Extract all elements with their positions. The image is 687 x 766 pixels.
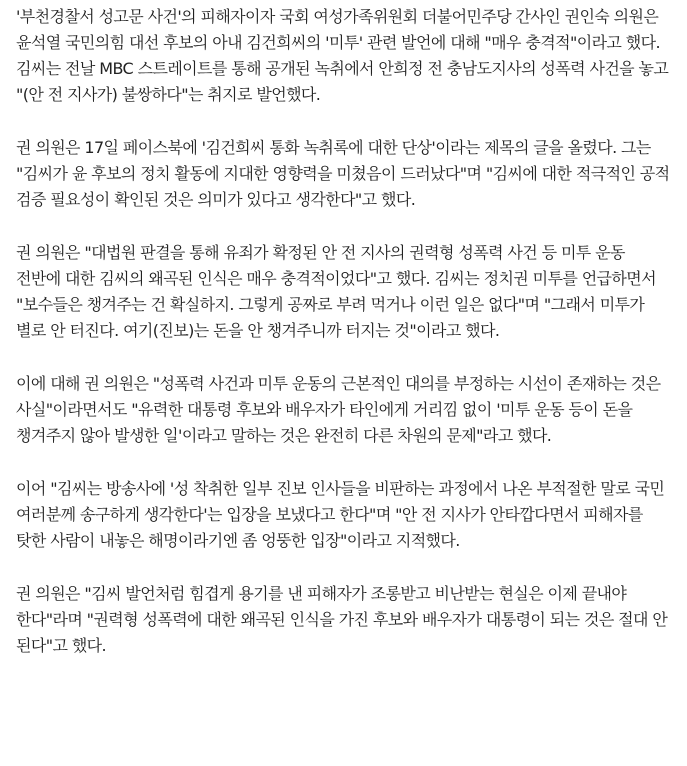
paragraph-spacer bbox=[16, 213, 673, 240]
article-paragraph-5: 이어 "김씨는 방송사에 '성 착취한 일부 진보 인사들을 비판하는 과정에서 나온 부적절한 말로 국민 여러분께 송구하게 생각한다'는 입장을 보냈다고 한다"며 "안 전 지사가 안타깝다면서 피해자를 탓한 사람이 내놓은 해명이라기엔 좀 엉뚱한 입장"이라고 지적했다. bbox=[16, 479, 665, 550]
paragraph-spacer bbox=[16, 449, 673, 476]
article-paragraph-1: '부천경찰서 성고문 사건'의 피해자이자 국회 여성가족위원회 더불어민주당 간사인 권인숙 의원은 윤석열 국민의힘 대선 후보의 아내 김건희씨의 '미투' 관련 발언에 대해 "매우 충격적"이라고 했다. 김씨는 전날 MBC 스트레이트를 통해 공개된 녹취에서 안희정 전 충남도지사의 성폭력 사건을 놓고 "(안 전 지사가) 불쌍하다"는 취지로 발언했다. bbox=[16, 7, 669, 104]
article-paragraph-4: 이에 대해 권 의원은 "성폭력 사건과 미투 운동의 근본적인 대의를 부정하는 시선이 존재하는 것은 사실"이라면서도 "유력한 대통령 후보와 배우자가 타인에게 거리낌 없이 '미투 운동 등이 돈을 챙겨주지 않아 발생한 일'이라고 말하는 것은 완전히 다른 차원의 문제"라고 했다. bbox=[16, 374, 661, 445]
article-paragraph-3: 권 의원은 "대법원 판결을 통해 유죄가 확정된 안 전 지사의 권력형 성폭력 사건 등 미투 운동 전반에 대한 김씨의 왜곡된 인식은 매우 충격적이었다"고 했다. 김씨는 정치권 미투를 언급하면서 "보수들은 챙겨주는 건 확실하지. 그렇게 공짜로 부려 먹거나 이런 일은 없다"며 "그래서 미투가 별로 안 터진다. 여기(진보)는 돈을 안 챙겨주니까 터지는 것"이라고 했다. bbox=[16, 243, 656, 340]
paragraph-spacer bbox=[16, 108, 673, 135]
paragraph-spacer bbox=[16, 344, 673, 371]
paragraph-spacer bbox=[16, 554, 673, 581]
article-paragraph-2: 권 의원은 17일 페이스북에 '김건희씨 통화 녹취록에 대한 단상'이라는 제목의 글을 올렸다. 그는 "김씨가 윤 후보의 정치 활동에 지대한 영향력을 미쳤음이 드러났다"며 "김씨에 대한 적극적인 공적 검증 필요성이 확인된 것은 의미가 있다고 생각한다"고 했다. bbox=[16, 138, 670, 209]
article-paragraph-6: 권 의원은 "김씨 발언처럼 힘겹게 용기를 낸 피해자가 조롱받고 비난받는 현실은 이제 끝내야 한다"라며 "권력형 성폭력에 대한 왜곡된 인식을 가진 후보와 배우자가 대통령이 되는 것은 절대 안 된다"고 했다. bbox=[16, 584, 668, 655]
